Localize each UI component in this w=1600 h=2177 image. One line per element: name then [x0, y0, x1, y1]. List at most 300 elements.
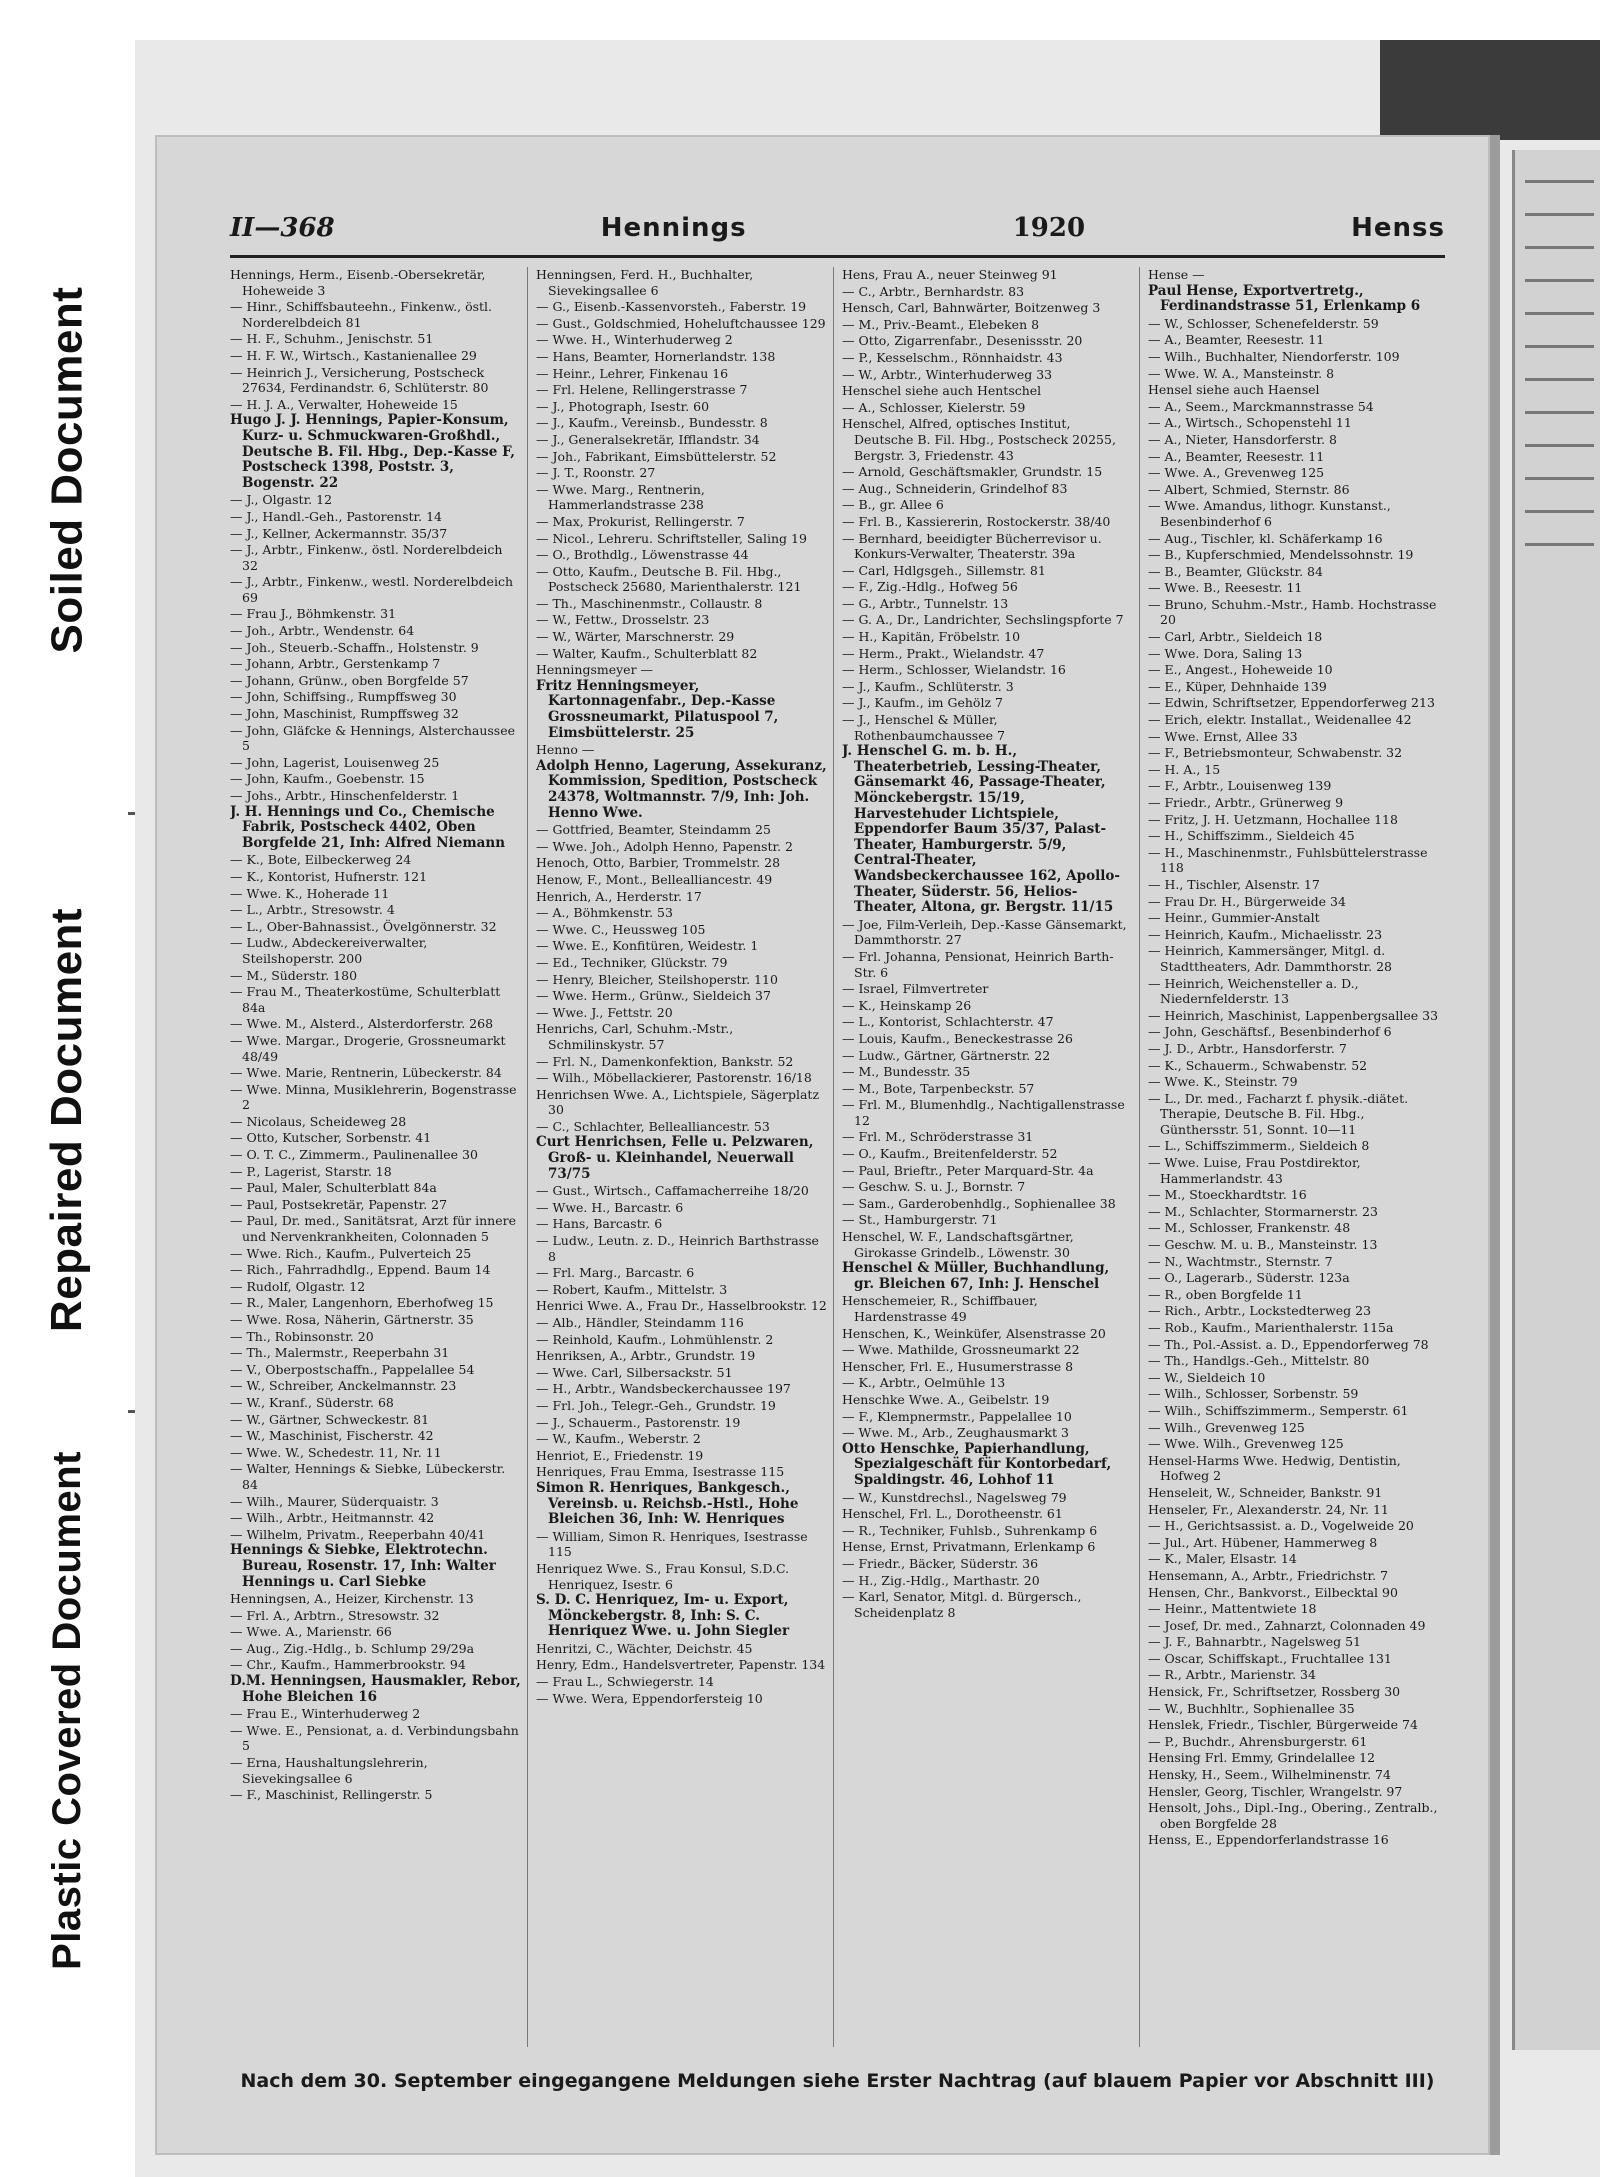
directory-entry: Henrichs, Carl, Schuhm.-Mstr., Schmilinskystr. 57 [536, 1021, 734, 1052]
directory-entry: Henschemeier, R., Schiffbauer, Hardenstrasse 49 [842, 1293, 1038, 1324]
page-header [230, 213, 1445, 253]
directory-entry: — K., Bote, Eilbeckerweg 24 [230, 852, 412, 868]
directory-entry: — Aug., Tischler, kl. Schäferkamp 16 [1148, 530, 1383, 546]
directory-entry: — V., Oberpostschaffn., Pappelallee 54 [230, 1361, 475, 1377]
directory-entry: — W., Fettw., Drosselstr. 23 [536, 612, 710, 628]
directory-entry: — Herm., Prakt., Wielandstr. 47 [842, 645, 1045, 661]
header-left-word: Hennings [600, 213, 747, 243]
directory-entry: — Frl. M., Blumenhdlg., Nachtigallenstrasse 12 [842, 1097, 1125, 1128]
header-year: 1920 [1012, 213, 1086, 243]
soiled-document-label: Soiled Document [42, 286, 92, 654]
directory-entry: — Reinhold, Kaufm., Lohmühlenstr. 2 [536, 1331, 774, 1347]
directory-entry: — A., Nieter, Hansdorferstr. 8 [1148, 431, 1337, 447]
directory-entry: — M., Stoeckhardtstr. 16 [1148, 1187, 1307, 1203]
directory-entry: — L., Ober-Bahnassist., Övelgönnerstr. 32 [230, 918, 497, 934]
directory-entry: — Wwe. Amandus, lithogr. Kunstanst., Besenbinderhof 6 [1148, 498, 1391, 529]
directory-entry: — L., Schiffszimmerm., Sieldeich 8 [1148, 1138, 1370, 1154]
directory-entry: — Oscar, Schiffskapt., Fruchtallee 131 [1148, 1650, 1392, 1666]
directory-entry: — Friedr., Arbtr., Grünerweg 9 [1148, 795, 1344, 810]
directory-entry: Hennings, Herm., Eisenb.-Obersekretär, Hoheweide 3 [230, 267, 486, 298]
directory-entry: — Wwe. C., Heussweg 105 [536, 921, 706, 937]
directory-entry: — Wwe. K., Steinstr. 79 [1148, 1074, 1298, 1090]
directory-entry: Henow, F., Mont., Bellealliancestr. 49 [536, 871, 773, 887]
adjacent-page-edge [1512, 150, 1600, 2050]
directory-entry: Hensler, Georg, Tischler, Wrangelstr. 97 [1148, 1783, 1403, 1799]
directory-entry: — J., Kellner, Ackermannstr. 35/37 [230, 525, 448, 541]
directory-entry: Henschen, K., Weinküfer, Alsenstrasse 20 [842, 1325, 1106, 1341]
directory-entry: — O., Lagerarb., Süderstr. 123a [1148, 1270, 1350, 1286]
directory-entry: — Sam., Garderobenhdlg., Sophienallee 38 [842, 1195, 1116, 1211]
directory-entry: — W., Wärter, Marschnerstr. 29 [536, 629, 735, 645]
directory-entry: — Chr., Kaufm., Hammerbrookstr. 94 [230, 1657, 466, 1673]
directory-entry: — Th., Malermstr., Reeperbahn 31 [230, 1345, 450, 1361]
directory-entry: — M., Schlosser, Frankenstr. 48 [1148, 1220, 1351, 1236]
directory-entry: — Rob., Kaufm., Marienthalerstr. 115a [1148, 1320, 1394, 1335]
directory-entry: — Heinr., Lehrer, Finkenau 16 [536, 365, 729, 381]
directory-entry: — Heinrich, Maschinist, Lappenbergsallee 33 [1148, 1007, 1439, 1023]
directory-entry: Henry, Edm., Handelsvertreter, Papenstr. 134 [536, 1657, 826, 1673]
directory-entry: Henriot, E., Friedenstr. 19 [536, 1447, 704, 1463]
header-right-word: Henss [1351, 213, 1445, 243]
directory-entry: — Heinrich, Weichensteller a. D., Niedernfelderstr. 13 [1148, 975, 1359, 1007]
directory-entry: — Friedr., Bäcker, Süderstr. 36 [842, 1555, 1039, 1571]
directory-entry: — Frl. M., Schröderstrasse 31 [842, 1129, 1034, 1145]
page-number: II—368 [230, 213, 335, 243]
directory-entry: — Heinr., Mattentwiete 18 [1148, 1601, 1317, 1617]
directory-entry: — Wwe. Wera, Eppendorfersteig 10 [536, 1690, 763, 1706]
directory-entry: — F., Arbtr., Louisenweg 139 [1148, 778, 1332, 794]
directory-entry: — John, Geschäftsf., Besenbinderhof 6 [1148, 1024, 1392, 1040]
directory-entry: — R., Arbtr., Marienstr. 34 [1148, 1667, 1316, 1683]
directory-entry: — Wwe. H., Barcastr. 6 [536, 1199, 684, 1215]
directory-entry: — F., Zig.-Hdlg., Hofweg 56 [842, 579, 1018, 595]
directory-entry: — Frl. Helene, Rellingerstrasse 7 [536, 382, 748, 398]
directory-entry: — Wwe. Marie, Rentnerin, Lübeckerstr. 84 [230, 1065, 502, 1081]
directory-entry: — Ed., Techniker, Glückstr. 79 [536, 954, 728, 970]
directory-entry: — Paul, Maler, Schulterblatt 84a [230, 1180, 437, 1196]
directory-entry: — Rich., Arbtr., Lockstedterweg 23 [1148, 1303, 1372, 1319]
directory-entry: — Wwe. Wilh., Grevenweg 125 [1148, 1436, 1344, 1452]
directory-entry: Henseler, Fr., Alexanderstr. 24, Nr. 11 [1148, 1501, 1389, 1517]
directory-entry: — Wwe. Mathilde, Grossneumarkt 22 [842, 1342, 1080, 1358]
directory-entry: — Nicol., Lehreru. Schriftsteller, Saling 19 [536, 530, 807, 546]
directory-entry: Henseleit, W., Schneider, Bankstr. 91 [1148, 1484, 1383, 1500]
directory-entry: — Frl. Joh., Telegr.-Geh., Grundstr. 19 [536, 1397, 776, 1413]
directory-entry: — H., Zig.-Hdlg., Marthastr. 20 [842, 1572, 1040, 1588]
directory-entry: — Aug., Schneiderin, Grindelhof 83 [842, 480, 1068, 496]
directory-entry: — Wilh., Schlosser, Sorbenstr. 59 [1148, 1386, 1359, 1402]
directory-entry: — Wwe. A., Marienstr. 66 [230, 1624, 392, 1640]
directory-entry: Henriksen, A., Arbtr., Grundstr. 19 [536, 1348, 756, 1364]
directory-entry: — Edwin, Schriftsetzer, Eppendorferweg 213 [1148, 695, 1435, 711]
column-3 [842, 267, 1140, 2047]
directory-entry: Henoch, Otto, Barbier, Trommelstr. 28 [536, 855, 781, 871]
directory-entry: — Hinr., Schiffsbauteehn., Finkenw., östl. Norderelbdeich 81 [230, 299, 493, 330]
directory-entry: Henrichsen Wwe. A., Lichtspiele, Sägerplatz 30 [536, 1086, 820, 1118]
directory-entry: — Joh., Steuerb.-Schaffn., Holstenstr. 9 [230, 639, 479, 655]
directory-entry: Hensick, Fr., Schriftsetzer, Rossberg 30 [1148, 1684, 1401, 1700]
directory-entry: Henriques, Frau Emma, Isestrasse 115 [536, 1464, 785, 1480]
directory-entry: — Geschw. S. u. J., Bornstr. 7 [842, 1179, 1026, 1195]
directory-entry: — Alb., Händler, Steindamm 116 [536, 1315, 744, 1330]
directory-entry: — A., Seem., Marckmannstrasse 54 [1148, 398, 1374, 414]
directory-entry: — Heinrich, Kammersänger, Mitgl. d. Stadttheaters, Adr. Dammthorstr. 28 [1148, 943, 1392, 974]
directory-entry: — E., Küper, Dehnhaide 139 [1148, 678, 1327, 694]
directory-entry: Henningsen, A., Heizer, Kirchenstr. 13 [230, 1591, 474, 1607]
directory-entry: Henschel & Müller, Buchhandlung, gr. Bleichen 67, Inh: J. Henschel [842, 1260, 1110, 1292]
directory-entry: — Arnold, Geschäftsmakler, Grundstr. 15 [842, 464, 1103, 480]
directory-entry: — B., Kupferschmied, Mendelssohnstr. 19 [1148, 547, 1414, 563]
directory-entry: — R., Techniker, Fuhlsb., Suhrenkamp 6 [842, 1522, 1098, 1538]
directory-entry: — W., Schlosser, Schenefelderstr. 59 [1148, 315, 1379, 331]
directory-entry: — H., Tischler, Alsenstr. 17 [1148, 876, 1320, 892]
directory-entry: — Frau L., Schwiegerstr. 14 [536, 1674, 714, 1690]
directory-page [155, 135, 1500, 2155]
directory-entry: — Wwe. H., Winterhuderweg 2 [536, 332, 733, 348]
directory-columns [230, 267, 1445, 2047]
directory-entry: — Max, Prokurist, Rellingerstr. 7 [536, 513, 745, 529]
directory-entry: — Paul, Dr. med., Sanitätsrat, Arzt für innere und Nervenkrankheiten, Colonnaden 5 [230, 1213, 516, 1245]
directory-entry: — Wilh., Schiffszimmerm., Semperstr. 61 [1148, 1402, 1409, 1418]
directory-entry: — Wilh., Buchhalter, Niendorferstr. 109 [1148, 348, 1400, 364]
directory-entry: — Hans, Beamter, Hornerlandstr. 138 [536, 348, 776, 364]
directory-entry: — Rich., Fahrradhdlg., Eppend. Baum 14 [230, 1262, 491, 1278]
directory-entry: S. D. C. Henriquez, Im- u. Export, Mönckebergstr. 8, Inh: S. C. Henriquez Wwe. u. John Siegler [536, 1592, 790, 1640]
directory-entry: — Otto, Kutscher, Sorbenstr. 41 [230, 1130, 432, 1146]
side-label-strip [0, 0, 135, 2177]
directory-entry: — C., Schlachter, Bellealliancestr. 53 [536, 1118, 770, 1134]
directory-entry: — Rudolf, Olgastr. 12 [230, 1278, 366, 1294]
directory-entry: — Otto, Kaufm., Deutsche B. Fil. Hbg., Postscheck 25680, Marienthalerstr. 121 [536, 563, 802, 595]
header-rule [230, 255, 1445, 258]
directory-entry: — M., Bote, Tarpenbeckstr. 57 [842, 1080, 1035, 1096]
directory-entry: — W., Arbtr., Winterhuderweg 33 [842, 366, 1053, 382]
directory-entry: J. H. Hennings und Co., Chemische Fabrik, Postscheck 4402, Oben Borgfelde 21, Inh: Alfred Niemann [230, 803, 506, 851]
directory-entry: J. Henschel G. m. b. H., Theaterbetrieb, Lessing-Theater, Gänsemarkt 46, Passage-Theater, Mönckebergstr. 15/19, Harvestehuder Lichtspiele, Eppendorfer Baum 35/37, Palast-Theater, Hamburgerstr. 5/9, Central-Theater, Wandsbeckerchaussee 162, Apollo-Theater, Süderstr. 56, Helios-Theater, Altona, gr. Bergstr. 11/15 [842, 743, 1120, 916]
directory-entry: Hensen, Chr., Bankvorst., Eilbecktal 90 [1148, 1584, 1398, 1600]
directory-entry: — A., Wirtsch., Schopenstehl 11 [1148, 415, 1352, 431]
directory-entry: — Josef, Dr. med., Zahnarzt, Colonnaden 49 [1148, 1617, 1426, 1633]
directory-entry: — Karl, Senator, Mitgl. d. Bürgersch., Scheidenplatz 8 [842, 1589, 1082, 1620]
directory-entry: — Heinrich, Kaufm., Michaelisstr. 23 [1148, 926, 1383, 942]
directory-entry: — Frl. Johanna, Pensionat, Heinrich Barth-Str. 6 [842, 948, 1114, 980]
directory-entry: — Geschw. M. u. B., Mansteinstr. 13 [1148, 1237, 1378, 1253]
directory-entry: Hennings & Siebke, Elektrotechn. Bureau, Rosenstr. 17, Inh: Walter Hennings u. Carl Siebke [230, 1542, 496, 1590]
directory-entry: Henrici Wwe. A., Frau Dr., Hasselbrookstr. 12 [536, 1298, 827, 1314]
directory-entry: — Wilh., Maurer, Süderquaistr. 3 [230, 1493, 439, 1509]
directory-entry: — Erich, elektr. Installat., Weidenallee 42 [1148, 712, 1412, 728]
directory-entry: — Israel, Filmvertreter [842, 981, 989, 997]
directory-entry: — Albert, Schmied, Sternstr. 86 [1148, 481, 1350, 497]
directory-entry: — Wwe. Luise, Frau Postdirektor, Hammerlandstr. 43 [1148, 1155, 1361, 1186]
directory-entry: — Bruno, Schuhm.-Mstr., Hamb. Hochstrasse 20 [1148, 596, 1437, 628]
directory-entry: — Frl. N., Damenkonfektion, Bankstr. 52 [536, 1053, 794, 1069]
directory-entry: — Wwe. B., Reesestr. 11 [1148, 580, 1303, 596]
directory-entry: Otto Henschke, Papierhandlung, Spezialgeschäft für Kontorbedarf, Spaldingstr. 46, Lohhof 11 [842, 1440, 1112, 1488]
directory-entry: — Walter, Kaufm., Schulterblatt 82 [536, 645, 758, 661]
directory-entry: — G. A., Dr., Landrichter, Sechslingspforte 7 [842, 612, 1124, 628]
directory-entry: Simon R. Henriques, Bankgesch., Vereinsb. u. Reichsb.-Hstl., Hohe Bleichen 36, Inh: W. Henriques [536, 1479, 799, 1528]
directory-entry: — A., Böhmkenstr. 53 [536, 905, 673, 921]
directory-entry: Fritz Henningsmeyer, Kartonnagenfabr., Dep.-Kasse Grossneumarkt, Pilatuspool 7, Eimsbüttelerstr. 25 [536, 677, 779, 741]
directory-entry: — H., Schiffszimm., Sieldeich 45 [1148, 828, 1355, 844]
directory-entry: — J., Henschel & Müller, Rothenbaumchaussee 7 [842, 712, 1005, 743]
directory-entry: Henningsmeyer — [536, 662, 654, 678]
directory-entry: — A., Beamter, Reesestr. 11 [1148, 448, 1325, 464]
directory-entry: — L., Arbtr., Stresowstr. 4 [230, 902, 395, 918]
directory-entry: — K., Kontorist, Hufnerstr. 121 [230, 868, 428, 884]
directory-entry: — Joe, Film-Verleih, Dep.-Kasse Gänsemarkt, Dammthorstr. 27 [842, 916, 1127, 948]
directory-entry: — Wwe. Herm., Grünw., Sieldeich 37 [536, 988, 771, 1004]
directory-entry: — John, Schiffsing., Rumpffsweg 30 [230, 689, 457, 705]
directory-entry: — H., Kapitän, Fröbelstr. 10 [842, 629, 1021, 645]
directory-entry: — Paul, Brieftr., Peter Marquard-Str. 4a [842, 1162, 1094, 1178]
directory-entry: — M., Süderstr. 180 [230, 967, 358, 983]
directory-entry: — M., Priv.-Beamt., Elebeken 8 [842, 316, 1040, 332]
directory-entry: — H. F. W., Wirtsch., Kastanienallee 29 [230, 347, 477, 363]
directory-entry: — Wwe. Rich., Kaufm., Pulverteich 25 [230, 1245, 472, 1261]
directory-entry: Henno — [536, 742, 595, 758]
directory-entry: — Joh., Arbtr., Wendenstr. 64 [230, 623, 415, 639]
directory-entry: — P., Lagerist, Starstr. 18 [230, 1163, 392, 1179]
directory-entry: — Robert, Kaufm., Mittelstr. 3 [536, 1281, 728, 1297]
directory-entry: — J., Olgastr. 12 [230, 492, 333, 508]
directory-entry: — Wwe. Dora, Saling 13 [1148, 645, 1303, 661]
directory-entry: — Nicolaus, Scheideweg 28 [230, 1113, 407, 1129]
directory-entry: — N., Wachtmstr., Sternstr. 7 [1148, 1253, 1333, 1269]
directory-entry: — J. F., Bahnarbtr., Nagelsweg 51 [1148, 1634, 1362, 1650]
directory-entry: — John, Maschinist, Rumpffsweg 32 [230, 706, 459, 722]
directory-entry: — Wwe. M., Alsterd., Alsterdorferstr. 268 [230, 1016, 494, 1032]
directory-entry: — W., Schreiber, Anckelmannstr. 23 [230, 1378, 457, 1394]
directory-entry: — K., Schauerm., Schwabenstr. 52 [1148, 1057, 1368, 1073]
directory-entry: — J. T., Roonstr. 27 [536, 465, 656, 481]
directory-entry: — E., Angest., Hoheweide 10 [1148, 662, 1333, 678]
directory-entry: — R., oben Borgfelde 11 [1148, 1286, 1303, 1302]
directory-entry: — Th., Handlgs.-Geh., Mittelstr. 80 [1148, 1353, 1370, 1369]
directory-entry: — William, Simon R. Henriques, Isestrasse 115 [536, 1528, 808, 1560]
directory-entry: — J., Schauerm., Pastorenstr. 19 [536, 1414, 741, 1430]
directory-entry: Hensemann, A., Arbtr., Friedrichstr. 7 [1148, 1567, 1389, 1583]
directory-entry: — W., Kranf., Süderstr. 68 [230, 1394, 394, 1410]
directory-entry: — Wwe. Carl, Silbersackstr. 51 [536, 1364, 733, 1380]
directory-entry: — Bernhard, beeidigter Bücherrevisor u. Konkurs-Verwalter, Theaterstr. 39a [842, 530, 1102, 562]
directory-entry: — J., Generalsekretär, Ifflandstr. 34 [536, 431, 760, 447]
directory-entry: — J., Kaufm., Vereinsb., Bundesstr. 8 [536, 415, 768, 431]
directory-entry: — Jul., Art. Hübener, Hammerweg 8 [1148, 1534, 1378, 1550]
directory-entry: Henrich, A., Herderstr. 17 [536, 888, 702, 904]
directory-entry: — Wilh., Möbellackierer, Pastorenstr. 16/18 [536, 1070, 812, 1086]
directory-entry: — G., Eisenb.-Kassenvorsteh., Faberstr. 19 [536, 299, 807, 315]
directory-entry: Henriquez Wwe. S., Frau Konsul, S.D.C. Henriquez, Isestr. 6 [536, 1560, 790, 1592]
directory-entry: — Ludw., Leutn. z. D., Heinrich Barthstrasse 8 [536, 1233, 819, 1264]
directory-entry: Henschel siehe auch Hentschel [842, 383, 1042, 399]
directory-entry: — Wwe. E., Konfitüren, Weidestr. 1 [536, 938, 759, 954]
directory-entry: — Wwe. Margar., Drogerie, Grossneumarkt 48/49 [230, 1032, 506, 1064]
plastic-covered-document-label: Plastic Covered Document [45, 1450, 90, 1970]
directory-entry: — W., Kunstdrechsl., Nagelsweg 79 [842, 1489, 1067, 1505]
directory-entry: — O., Kaufm., Breitenfelderstr. 52 [842, 1146, 1058, 1162]
directory-entry: — H. J. A., Verwalter, Hoheweide 15 [230, 396, 458, 412]
directory-entry: Hense, Ernst, Privatmann, Erlenkamp 6 [842, 1539, 1096, 1555]
directory-entry: — Wwe. E., Pensionat, a. d. Verbindungsbahn 5 [230, 1722, 519, 1754]
directory-entry: Henschel, W. F., Landschaftsgärtner, Girokasse Grindelb., Löwenstr. 30 [842, 1229, 1074, 1260]
directory-entry: — A., Schlosser, Kielerstr. 59 [842, 399, 1026, 415]
directory-entry: — Johann, Grünw., oben Borgfelde 57 [230, 672, 469, 688]
directory-entry: — J., Arbtr., Finkenw., westl. Norderelbdeich 69 [230, 574, 514, 605]
directory-entry: — K., Arbtr., Oelmühle 13 [842, 1375, 1006, 1391]
directory-entry: — Carl, Arbtr., Sieldeich 18 [1148, 629, 1323, 645]
directory-entry: — Ludw., Abdeckereiverwalter, Steilshoperstr. 200 [230, 935, 428, 966]
directory-entry: Hensing Frl. Emmy, Grindelallee 12 [1148, 1750, 1376, 1766]
directory-entry: — W., Gärtner, Schweckestr. 81 [230, 1411, 430, 1427]
directory-entry: Adolph Henno, Lagerung, Assekuranz, Kommission, Spedition, Postscheck 24378, Woltmannstr. 7/9, Inh: Joh. Henno Wwe. [536, 757, 827, 821]
repaired-document-label: Repaired Document [42, 907, 92, 1333]
directory-entry: — Wwe. W., Schedestr. 11, Nr. 11 [230, 1444, 442, 1460]
directory-entry: — J., Handl.-Geh., Pastorenstr. 14 [230, 508, 442, 524]
directory-entry: — Joh., Fabrikant, Eimsbüttelerstr. 52 [536, 448, 777, 464]
directory-entry: — W., Kaufm., Weberstr. 2 [536, 1431, 701, 1447]
directory-entry: — St., Hamburgerstr. 71 [842, 1212, 998, 1228]
directory-entry: — F., Betriebsmonteur, Schwabenstr. 32 [1148, 745, 1403, 761]
directory-entry: Henningsen, Ferd. H., Buchhalter, Sievekingsallee 6 [536, 267, 754, 298]
directory-entry: — M., Bundesstr. 35 [842, 1064, 971, 1080]
column-4 [1148, 267, 1445, 2047]
directory-entry: Hense — [1148, 267, 1205, 282]
directory-entry: — Hans, Barcastr. 6 [536, 1216, 663, 1232]
directory-entry: — Frl. A., Arbtrn., Stresowstr. 32 [230, 1607, 440, 1623]
directory-entry: — Carl, Hdlgsgeh., Sillemstr. 81 [842, 562, 1046, 578]
directory-entry: — Herm., Schlosser, Wielandstr. 16 [842, 662, 1066, 678]
directory-entry: — Walter, Hennings & Siebke, Lübeckerstr. 84 [230, 1461, 506, 1492]
directory-entry: — Johann, Arbtr., Gerstenkamp 7 [230, 656, 441, 672]
directory-entry: — Wilh., Grevenweg 125 [1148, 1419, 1305, 1435]
directory-entry: — John, Gläfcke & Hennings, Alsterchaussee 5 [230, 722, 515, 754]
directory-entry: Curt Henrichsen, Felle u. Pelzwaren, Groß- u. Kleinhandel, Neuerwall 73/75 [536, 1134, 814, 1182]
directory-entry: — Henry, Bleicher, Steilshoperstr. 110 [536, 971, 778, 987]
directory-entry: — O., Brothdlg., Löwenstrasse 44 [536, 547, 749, 563]
directory-entry: — J. D., Arbtr., Hansdorferstr. 7 [1148, 1040, 1347, 1056]
directory-entry: — M., Schlachter, Stormarnerstr. 23 [1148, 1203, 1378, 1219]
column-1 [230, 267, 528, 2047]
directory-entry: Henss, E., Eppendorferlandstrasse 16 [1148, 1832, 1389, 1848]
directory-entry: — Frl. Marg., Barcastr. 6 [536, 1265, 695, 1281]
directory-entry: — Th., Pol.-Assist. a. D., Eppendorferweg 78 [1148, 1336, 1429, 1352]
directory-entry: Hugo J. J. Hennings, Papier-Konsum, Kurz- u. Schmuckwaren-Großhdl., Deutsche B. Fil. Hbg., Dep.-Kasse F, Postscheck 1398, Poststr. 3, Bogenstr. 22 [230, 412, 515, 491]
directory-entry: — L., Dr. med., Facharzt f. physik.-diätet. Therapie, Deutsche B. Fil. Hbg., Günthersstr. 51, Sonnt. 10—11 [1148, 1090, 1409, 1137]
directory-entry: — Wwe. Ernst, Allee 33 [1148, 728, 1298, 744]
directory-entry: — H. F., Schuhm., Jenischstr. 51 [230, 331, 434, 347]
directory-entry: — F., Maschinist, Rellingerstr. 5 [230, 1787, 433, 1803]
directory-entry: — Gust., Goldschmied, Hoheluftchaussee 129 [536, 315, 826, 331]
footer-note: Nach dem 30. September eingegangene Meldungen siehe Erster Nachtrag (auf blauem Papier vor Abschnitt III) [240, 2070, 1435, 2092]
directory-entry: — Heinr., Gummier-Anstalt [1148, 910, 1320, 926]
directory-entry: — P., Kesselschm., Rönnhaidstr. 43 [842, 349, 1063, 365]
directory-entry: Hensolt, Johs., Dipl.-Ing., Obering., Zentralb., oben Borgfelde 28 [1148, 1800, 1438, 1831]
directory-entry: — J., Kaufm., Schlüterstr. 3 [842, 678, 1014, 694]
directory-entry: — P., Buchdr., Ahrensburgerstr. 61 [1148, 1733, 1368, 1749]
directory-entry: — Gottfried, Beamter, Steindamm 25 [536, 822, 771, 838]
directory-entry: — Wilhelm, Privatm., Reeperbahn 40/41 [230, 1526, 486, 1542]
directory-entry: Hensch, Carl, Bahnwärter, Boitzenweg 3 [842, 300, 1101, 316]
directory-entry: — Wwe. A., Grevenweg 125 [1148, 465, 1325, 481]
directory-entry: — Frl. B., Kassiererin, Rostockerstr. 38/40 [842, 513, 1111, 529]
directory-entry: — Heinrich J., Versicherung, Postscheck 27634, Ferdinandstr. 6, Schlüterstr. 80 [230, 364, 489, 396]
directory-entry: — H. A., 15 [1148, 761, 1221, 777]
directory-entry: — Wwe. Minna, Musiklehrerin, Bogenstrasse 2 [230, 1081, 517, 1113]
directory-entry: — John, Lagerist, Louisenweg 25 [230, 754, 440, 770]
directory-entry: — Wwe. W. A., Mansteinstr. 8 [1148, 365, 1335, 381]
directory-entry: Henritzi, C., Wächter, Deichstr. 45 [536, 1640, 753, 1656]
directory-entry: — K., Heinskamp 26 [842, 997, 972, 1013]
directory-entry: Henscher, Frl. E., Husumerstrasse 8 [842, 1358, 1074, 1374]
directory-entry: — Wwe. M., Arb., Zeughausmarkt 3 [842, 1425, 1069, 1441]
directory-entry: — H., Maschinenmstr., Fuhlsbüttelerstrasse 118 [1148, 844, 1428, 876]
directory-entry: D.M. Henningsen, Hausmakler, Rebor, Hohe Bleichen 16 [230, 1673, 521, 1705]
directory-entry: — Wwe. Rosa, Näherin, Gärtnerstr. 35 [230, 1312, 474, 1327]
directory-entry: — J., Arbtr., Finkenw., östl. Norderelbdeich 32 [230, 542, 503, 573]
directory-entry: — Ludw., Gärtner, Gärtnerstr. 22 [842, 1047, 1051, 1063]
directory-entry: — O. T. C., Zimmerm., Paulinenallee 30 [230, 1147, 478, 1163]
directory-entry: Paul Hense, Exportvertretg., Ferdinandstrasse 51, Erlenkamp 6 [1148, 282, 1421, 315]
directory-entry: — W., Maschinist, Fischerstr. 42 [230, 1428, 434, 1444]
directory-entry: — G., Arbtr., Tunnelstr. 13 [842, 595, 1009, 611]
directory-entry: — Frau M., Theaterkostüme, Schulterblatt 84a [230, 984, 501, 1015]
directory-entry: — B., Beamter, Glückstr. 84 [1148, 563, 1323, 579]
directory-entry: — K., Maler, Elsastr. 14 [1148, 1551, 1297, 1567]
directory-entry: Hensel siehe auch Haensel [1148, 382, 1320, 398]
directory-entry: — J., Photograph, Isestr. 60 [536, 398, 710, 414]
directory-entry: — Frau E., Winterhuderweg 2 [230, 1706, 421, 1722]
scanned-image [135, 40, 1600, 2177]
column-2 [536, 267, 834, 2047]
directory-entry: — Johs., Arbtr., Hinschenfelderstr. 1 [230, 788, 460, 803]
directory-entry: — Th., Robinsonstr. 20 [230, 1328, 374, 1344]
directory-entry: Henslek, Friedr., Tischler, Bürgerweide 74 [1148, 1717, 1418, 1733]
directory-entry: — H., Gerichtsassist. a. D., Vogelweide 20 [1148, 1518, 1414, 1534]
directory-entry: — Frau Dr. H., Bürgerweide 34 [1148, 893, 1346, 909]
directory-entry: — Th., Maschinenmstr., Collaustr. 8 [536, 595, 763, 611]
directory-entry: — Wwe. K., Hoherade 11 [230, 885, 390, 901]
directory-entry: — C., Arbtr., Bernhardstr. 83 [842, 283, 1025, 299]
directory-entry: — J., Kaufm., im Gehölz 7 [842, 695, 1003, 711]
directory-entry: — A., Beamter, Reesestr. 11 [1148, 332, 1325, 348]
directory-entry: Henschel, Frl. L., Dorotheenstr. 61 [842, 1506, 1063, 1522]
directory-entry: — W., Buchhltr., Sophienallee 35 [1148, 1700, 1355, 1716]
directory-entry: — Wilh., Arbtr., Heitmannstr. 42 [230, 1510, 435, 1526]
directory-entry: — Wwe. Joh., Adolph Henno, Papenstr. 2 [536, 838, 794, 854]
directory-entry: — John, Kaufm., Goebenstr. 15 [230, 771, 425, 787]
directory-entry: — Erna, Haushaltungslehrerin, Sievekingsallee 6 [230, 1755, 428, 1786]
scan-background [1380, 40, 1600, 140]
directory-entry: Henschke Wwe. A., Geibelstr. 19 [842, 1391, 1050, 1407]
directory-entry: — Fritz, J. H. Uetzmann, Hochallee 118 [1148, 811, 1398, 827]
directory-entry: — B., gr. Allee 6 [842, 497, 944, 513]
directory-entry: — H., Arbtr., Wandsbeckerchaussee 197 [536, 1381, 791, 1397]
directory-entry: Hensky, H., Seem., Wilhelminenstr. 74 [1148, 1767, 1391, 1783]
directory-entry: — Gust., Wirtsch., Caffamacherreihe 18/20 [536, 1183, 809, 1199]
directory-entry: Hens, Frau A., neuer Steinweg 91 [842, 267, 1058, 282]
directory-entry: — Louis, Kaufm., Beneckestrasse 26 [842, 1030, 1073, 1046]
directory-entry: — W., Sieldeich 10 [1148, 1369, 1266, 1385]
directory-entry: — F., Klempnermstr., Pappelallee 10 [842, 1408, 1072, 1424]
directory-entry: Hensel-Harms Wwe. Hedwig, Dentistin, Hofweg 2 [1148, 1452, 1401, 1484]
directory-entry: — Frau J., Böhmkenstr. 31 [230, 606, 397, 622]
directory-entry: — Otto, Zigarrenfabr., Desenissstr. 20 [842, 333, 1083, 349]
directory-entry: Henschel, Alfred, optisches Institut, Deutsche B. Fil. Hbg., Postscheck 20255, Bergstr. 3, Friedenstr. 43 [842, 416, 1116, 463]
directory-entry: — Wwe. Marg., Rentnerin, Hammerlandstrasse 238 [536, 481, 705, 513]
directory-entry: — R., Maler, Langenhorn, Eberhofweg 15 [230, 1295, 494, 1311]
